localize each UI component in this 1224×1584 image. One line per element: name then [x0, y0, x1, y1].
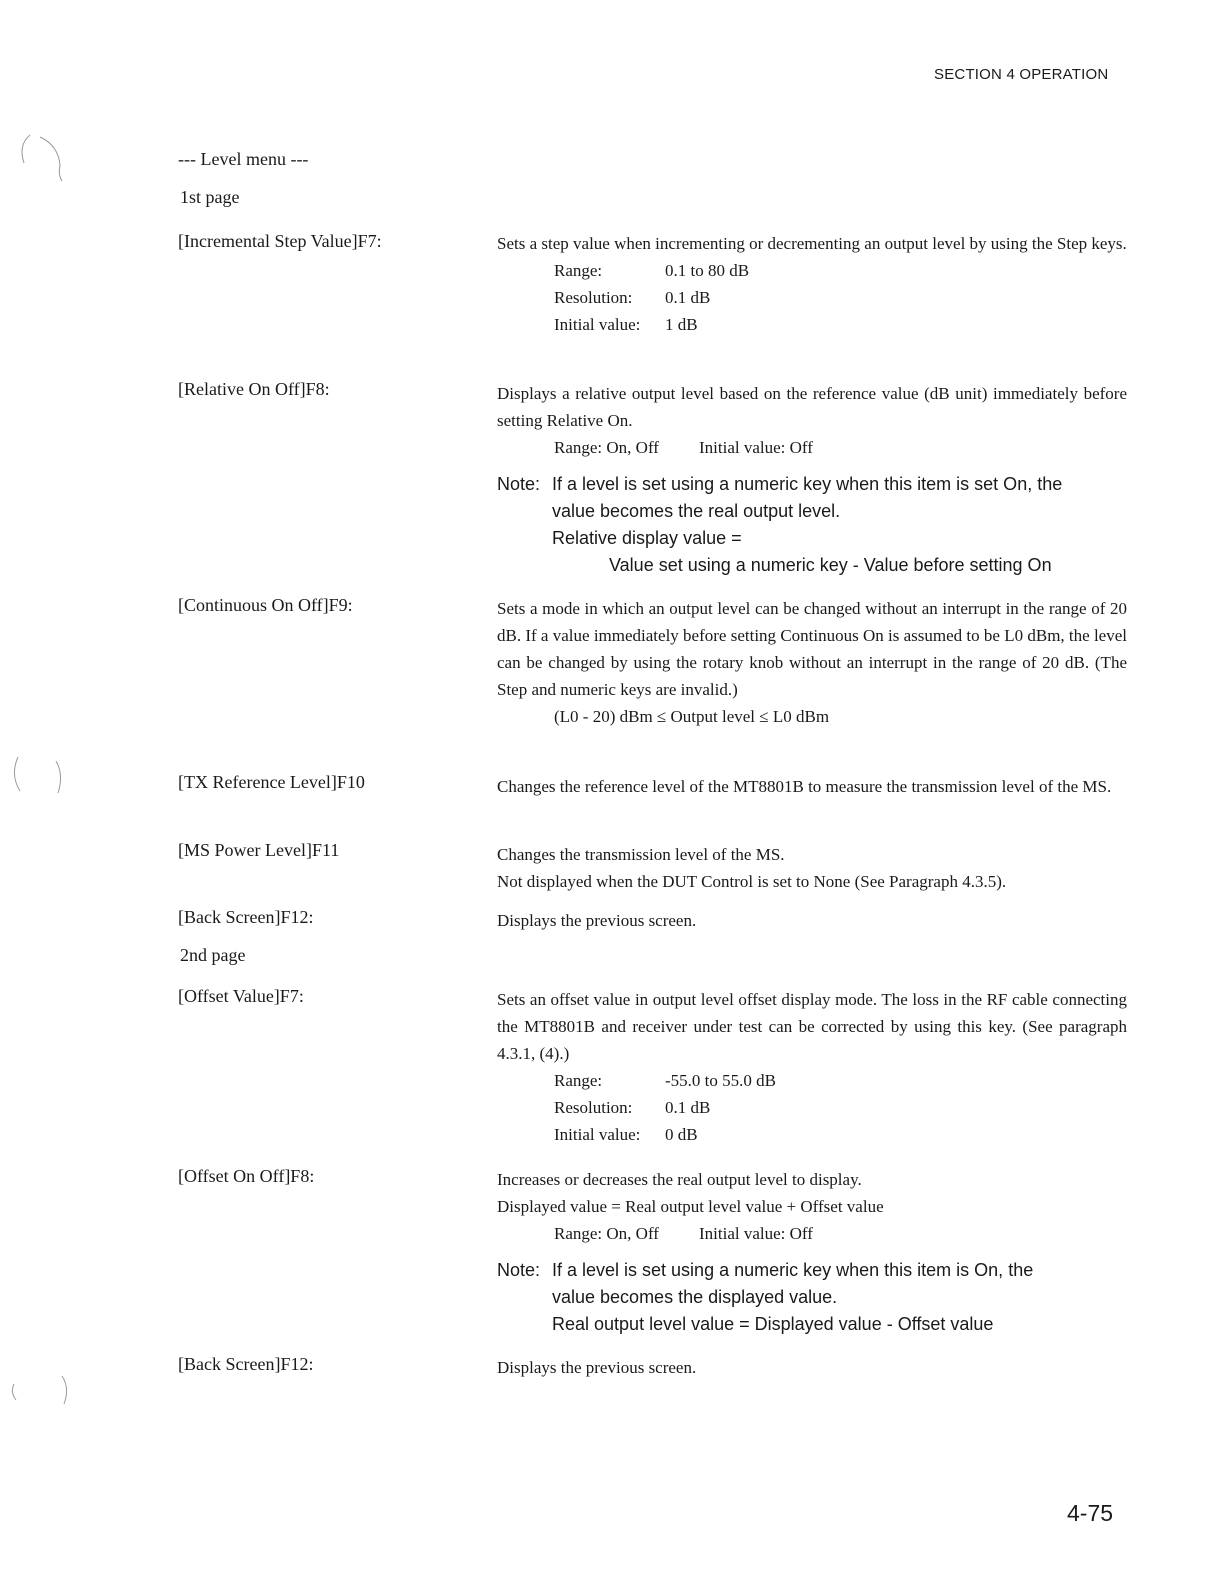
param-row: Range: -55.0 to 55.0 dB [554, 1071, 776, 1090]
desc-incremental-step-value [497, 230, 1127, 338]
description-text: Increases or decreases the real output level to display. [497, 1170, 862, 1189]
description-text: Changes the reference level of the MT8801B to measure the transmission level of the MS. [497, 777, 1112, 796]
description-text-2: Not displayed when the DUT Control is set to None (See Paragraph 4.3.5). [497, 872, 1007, 891]
desc-tx-reference-level [497, 773, 1127, 800]
param-row: Initial value: 1 dB [554, 315, 698, 334]
description-text: Changes the transmission level of the MS. [497, 845, 785, 864]
desc-ms-power-level [497, 841, 1127, 895]
key-incremental-step-value: [Incremental Step Value]F7: [178, 231, 382, 251]
range-line: Range: On, Off Initial value: Off [554, 438, 813, 457]
description-text: Sets an offset value in output level offset display mode. The loss in the RF cable connecting the MT8801B and receiver under test can be corrected by using this key. (See paragraph 4.3.1, (4).) [497, 990, 1127, 1063]
param-list [497, 1067, 1127, 1148]
key-continuous-on-off: [Continuous On Off]F9: [178, 595, 353, 615]
note-offset-on-off: Note: If a level is set using a numeric key when this item is On, the value becomes the displayed value. Real output level value = Displayed value - Offset value [497, 1260, 1034, 1334]
formula: (L0 - 20) dBm ≤ Output level ≤ L0 dBm [554, 707, 830, 726]
key-back-screen-1: [Back Screen]F12: [178, 907, 314, 927]
desc-offset-on-off [497, 1166, 1127, 1247]
binder-hole-mark [8, 745, 68, 805]
description-text: Sets a mode in which an output level can be changed without an interrupt in the range of 20 dB. If a value immediately before setting Continuous On is assumed to be L0 dBm, the level can be changed by using the rotary knob without an interrupt in the range of 20 dB. (The Step and numeric keys are invalid.) [497, 599, 1127, 699]
page-number: 4-75 [1067, 1500, 1114, 1526]
param-row: Range: 0.1 to 80 dB [554, 261, 750, 280]
description-text: Displays a relative output level based on the reference value (dB unit) immediately before setting Relative On. [497, 384, 1127, 430]
desc-back-screen-2 [497, 1354, 1127, 1381]
key-relative-on-off: [Relative On Off]F8: [178, 379, 330, 399]
desc-offset-value [497, 986, 1127, 1148]
param-row: Initial value: 0 dB [554, 1125, 698, 1144]
section-header: SECTION 4 OPERATION [934, 66, 1109, 83]
note-relative-on-off: Note: If a level is set using a numeric key when this item is set On, the value becomes the real output level. Relative display value = Value set using a numeric key - Value before setting On [497, 474, 1063, 575]
description-text: Displays the previous screen. [497, 1358, 697, 1377]
description-text: Sets a step value when incrementing or decrementing an output level by using the Step keys. [497, 234, 1127, 253]
key-back-screen-2: [Back Screen]F12: [178, 1354, 314, 1374]
page-label-2nd: 2nd page [180, 945, 246, 965]
key-tx-reference-level: [TX Reference Level]F10 [178, 772, 365, 792]
menu-title: --- Level menu --- [178, 149, 309, 169]
key-ms-power-level: [MS Power Level]F11 [178, 840, 340, 860]
binder-hole-mark [10, 125, 70, 185]
desc-continuous-on-off [497, 595, 1127, 730]
description-text-2: Displayed value = Real output level value + Offset value [497, 1197, 884, 1216]
range-line: Range: On, Off Initial value: Off [554, 1224, 813, 1243]
param-list [497, 257, 1127, 338]
description-text: Displays the previous screen. [497, 911, 697, 930]
binder-hole-mark [8, 1370, 68, 1410]
key-offset-on-off: [Offset On Off]F8: [178, 1166, 315, 1186]
page-label-1st: 1st page [180, 187, 240, 207]
param-row: Resolution: 0.1 dB [554, 1098, 711, 1117]
desc-relative-on-off [497, 380, 1127, 461]
param-row: Resolution: 0.1 dB [554, 288, 711, 307]
key-offset-value: [Offset Value]F7: [178, 986, 304, 1006]
desc-back-screen-1 [497, 907, 1127, 934]
